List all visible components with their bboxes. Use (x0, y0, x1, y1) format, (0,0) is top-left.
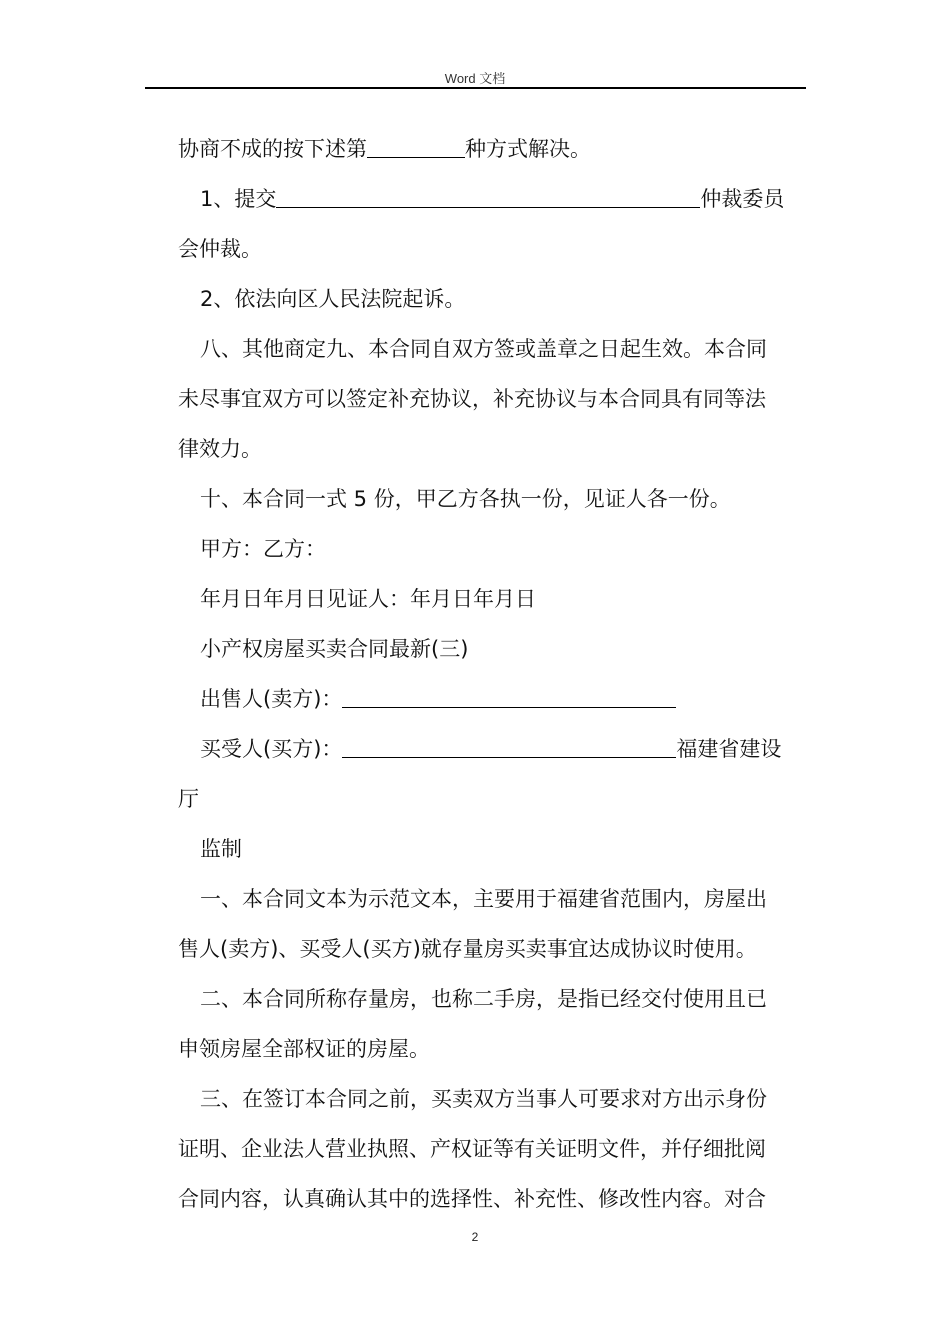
fill-in-blank (342, 687, 676, 708)
paragraph-line: 售人(卖方)、买受人(买方)就存量房买卖事宜达成协议时使用。 (178, 937, 757, 961)
header-rule (145, 87, 806, 89)
line-text: 仲裁委员 (700, 187, 785, 211)
paragraph-line: 律效力。 (178, 437, 262, 461)
fill-in-blank (367, 137, 465, 158)
line-text: 1、提交 (200, 187, 277, 211)
paragraph-line: 申领房屋全部权证的房屋。 (178, 1037, 430, 1061)
paragraph-line: 甲方：乙方： (200, 537, 326, 561)
paragraph-line (178, 174, 806, 224)
fill-in-blank (342, 737, 676, 758)
fill-in-blank (276, 187, 700, 208)
paragraph-line: 十、本合同一式 5 份，甲乙方各执一份，见证人各一份。 (200, 487, 731, 511)
paragraph-line: 八、其他商定九、本合同自双方签或盖章之日起生效。本合同 (200, 337, 767, 361)
line-text: 买受人(买方)： (200, 737, 343, 761)
paragraph-line: 三、在签订本合同之前，买卖双方当事人可要求对方出示身份 (200, 1087, 767, 1111)
paragraph-line (178, 724, 806, 774)
paragraph-line: 二、本合同所称存量房，也称二手房，是指已经交付使用且已 (200, 987, 767, 1011)
paragraph-line: 未尽事宜双方可以签定补充协议，补充协议与本合同具有同等法 (178, 387, 766, 411)
paragraph-line: 合同内容，认真确认其中的选择性、补充性、修改性内容。对合 (178, 1187, 766, 1211)
page-header-title: Word 文档 (444, 71, 506, 86)
paragraph-line: 2、依法向区人民法院起诉。 (200, 287, 466, 311)
line-text: 协商不成的按下述第 (178, 137, 367, 161)
page-number: 2 (471, 1230, 479, 1244)
line-text: 出售人(卖方)： (200, 687, 343, 711)
paragraph-line: 年月日年月日见证人：年月日年月日 (200, 587, 536, 611)
line-text: 福建省建设 (676, 737, 782, 761)
line-text: 种方式解决。 (465, 137, 591, 161)
paragraph-line: 监制 (200, 837, 242, 861)
document-body (178, 124, 806, 1224)
paragraph-line (178, 124, 806, 174)
paragraph-line (178, 674, 806, 724)
section-title: 小产权房屋买卖合同最新(三) (200, 637, 469, 661)
paragraph-line: 一、本合同文本为示范文本，主要用于福建省范围内，房屋出 (200, 887, 767, 911)
paragraph-line: 厅 (178, 787, 199, 811)
paragraph-line: 会仲裁。 (178, 237, 262, 261)
paragraph-line: 证明、企业法人营业执照、产权证等有关证明文件，并仔细批阅 (178, 1137, 766, 1161)
